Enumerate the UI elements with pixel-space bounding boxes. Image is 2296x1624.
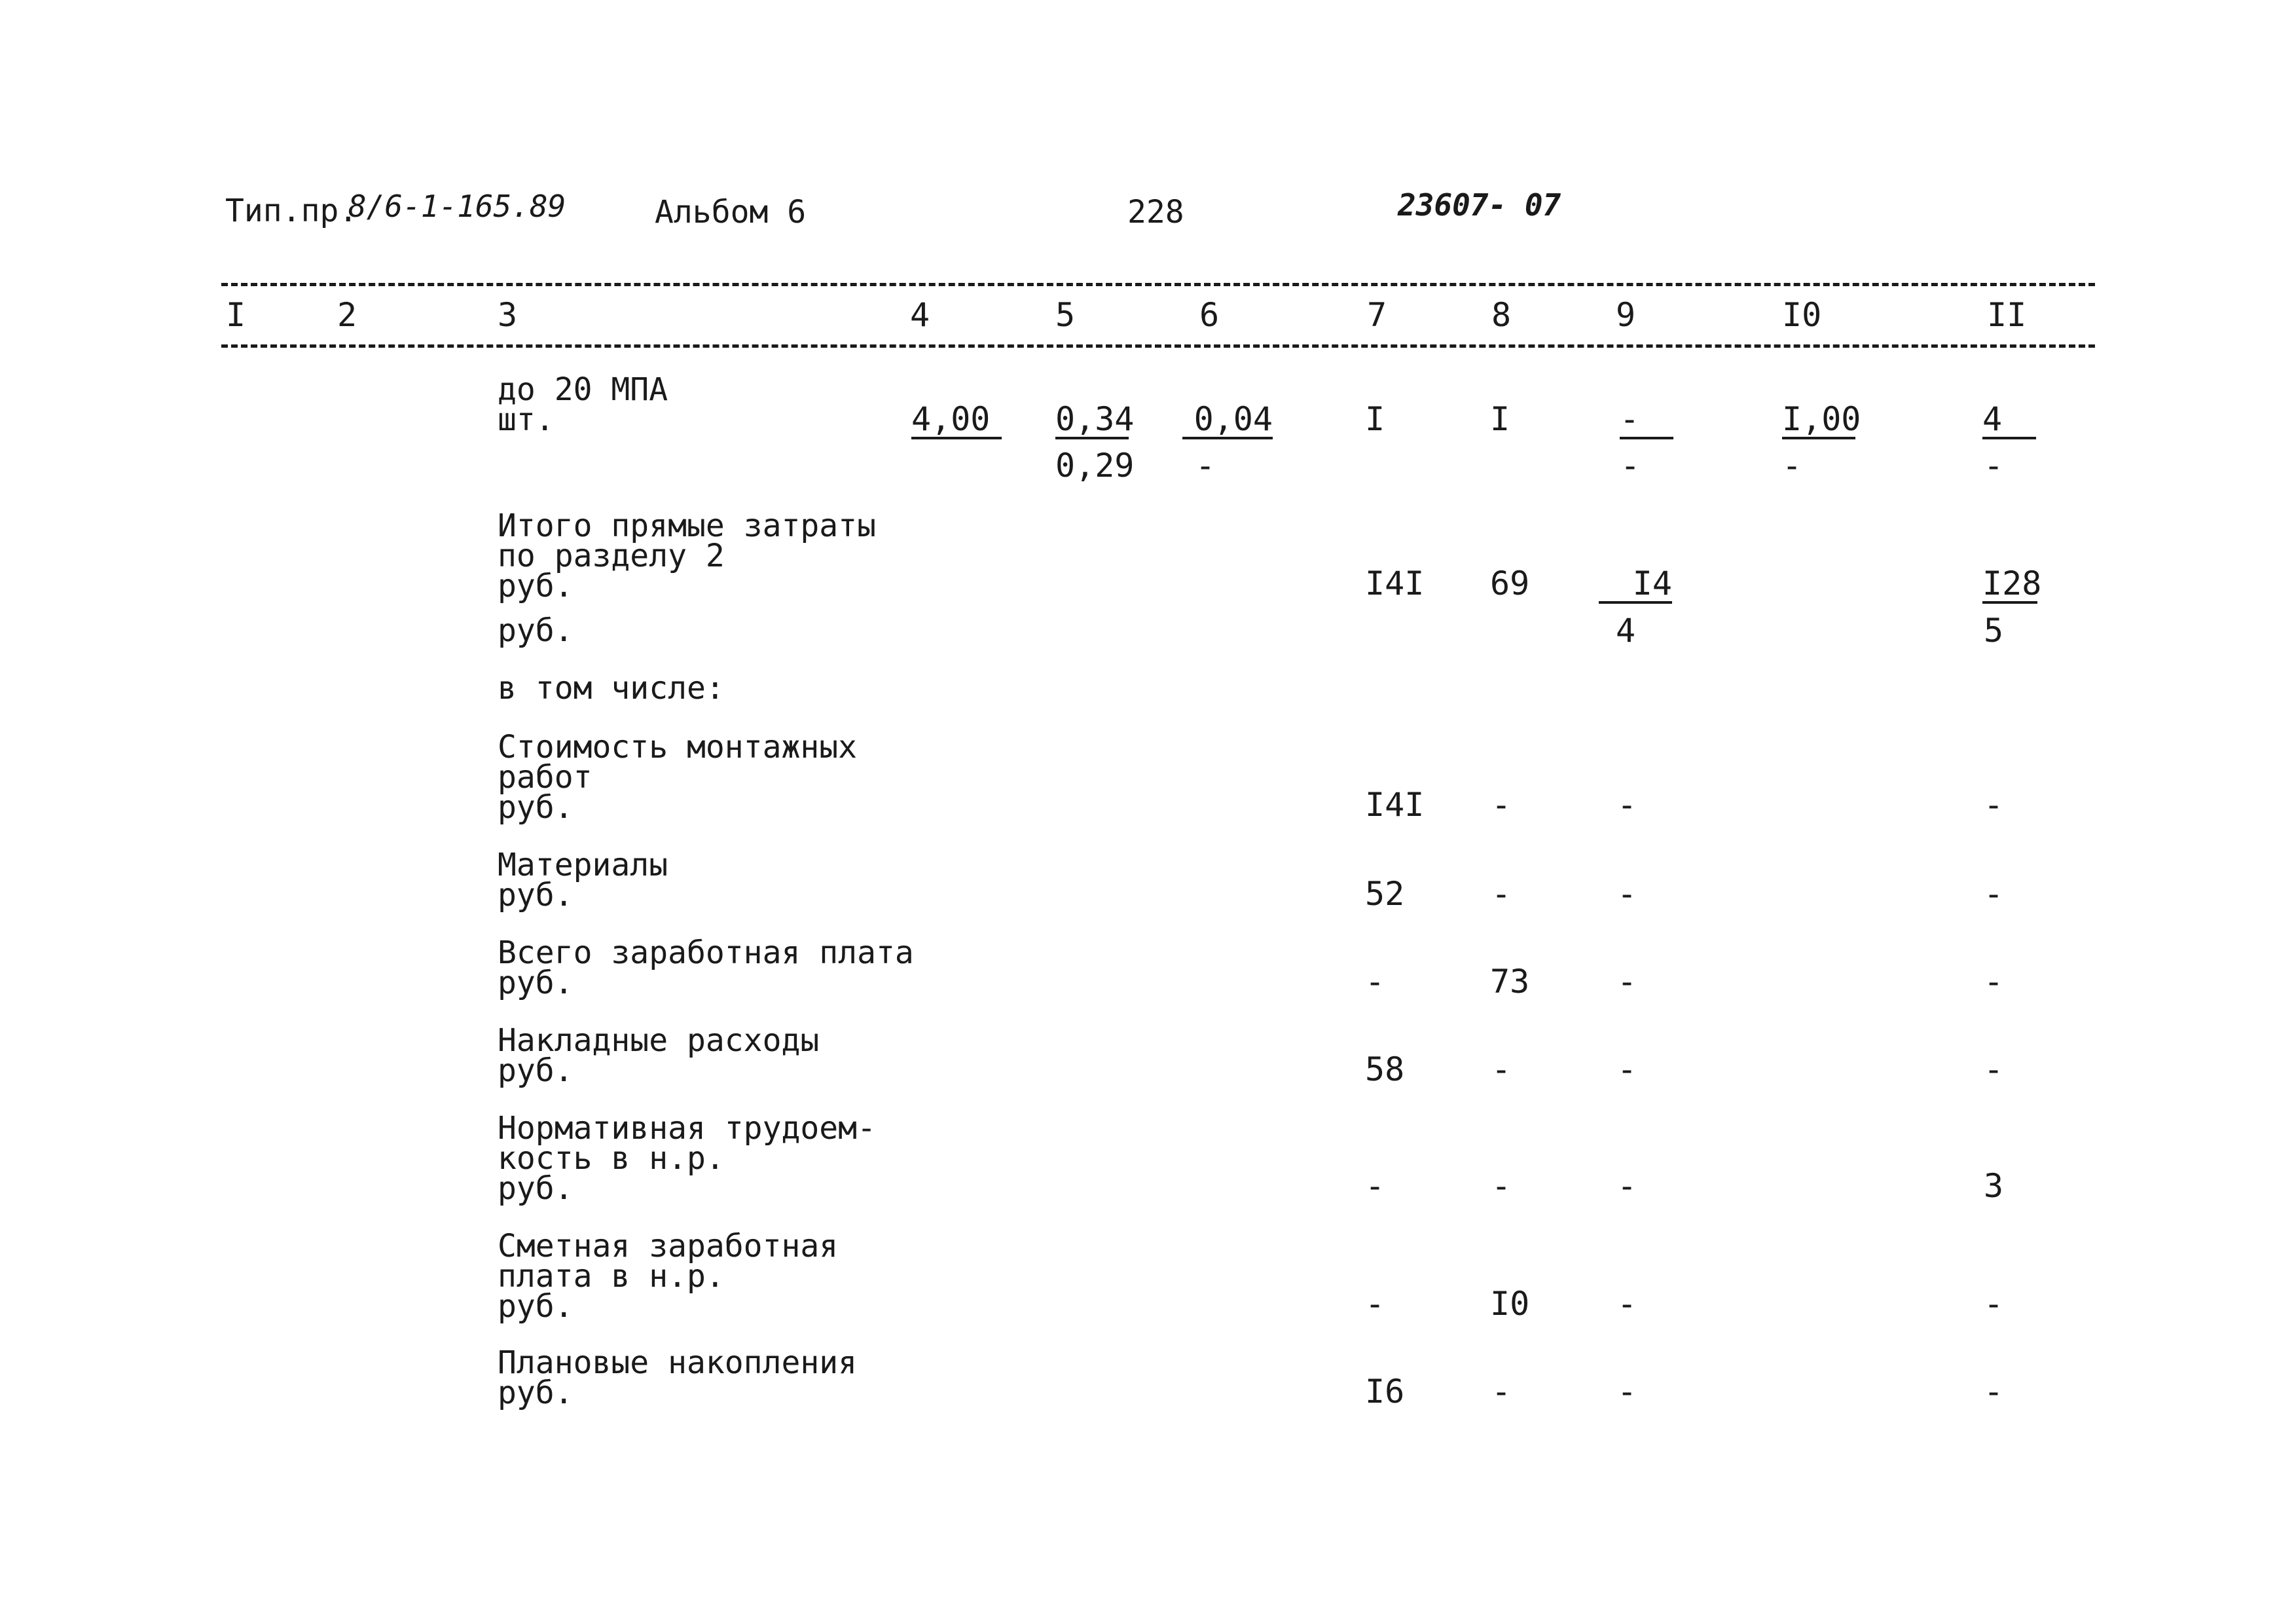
cell-value: 3 — [1984, 1167, 2004, 1205]
page-number: 228 — [1127, 194, 1184, 231]
cell-value: - — [1491, 786, 1512, 824]
column-number: 3 — [498, 296, 518, 334]
cell-value: - — [1984, 963, 2004, 1001]
cell-value: - — [1491, 1050, 1512, 1088]
cell-value: - — [1617, 875, 1637, 913]
column-number: II — [1987, 296, 2027, 334]
cell-value: 69 — [1490, 564, 1530, 602]
row-label: в том числе: — [498, 670, 725, 707]
cell-value: - — [1617, 1050, 1637, 1088]
cell-value: - — [1617, 1373, 1637, 1411]
cell-value: I4I — [1365, 786, 1425, 824]
cell-value: - — [1984, 447, 2004, 485]
cell-value: 4,00 — [911, 403, 1002, 439]
cell-value: I28 — [1982, 564, 2042, 602]
cell-value: - — [1617, 786, 1637, 824]
cell-value: - — [1491, 1167, 1512, 1205]
cell-value: - — [1365, 1285, 1385, 1323]
cell-value: - — [1620, 403, 1673, 439]
cell-value: - — [1491, 1373, 1512, 1411]
row-label: Материалы руб. — [498, 847, 668, 913]
cell-value: I6 — [1365, 1373, 1405, 1411]
row-label: Накладные расходы руб. — [498, 1022, 820, 1089]
cell-value: I,00 — [1782, 400, 1861, 438]
cell-value: - — [1984, 1050, 2004, 1088]
album-label: Альбом 6 — [655, 194, 807, 231]
row-label: Всего заработная плата руб. — [498, 934, 914, 1001]
document-number: 23607- 07 — [1398, 187, 1561, 223]
cell-value: 52 — [1365, 875, 1405, 913]
row-label: Нормативная трудоем- кость в н.р. руб. — [498, 1110, 876, 1207]
cell-value: - — [1620, 447, 1641, 485]
column-number: I0 — [1782, 296, 1822, 334]
cell-value: - — [1782, 447, 1802, 485]
row-label: Итого прямые затраты по разделу 2 руб. — [498, 507, 876, 604]
cell-value: 0,04 — [1182, 403, 1273, 439]
cell-value: 0,29 — [1055, 447, 1135, 485]
column-number: 8 — [1491, 296, 1512, 334]
cell-value: - — [1984, 875, 2004, 913]
column-number: 2 — [337, 296, 357, 334]
cell-value: I — [1365, 400, 1385, 438]
cell-value: 58 — [1365, 1050, 1405, 1088]
cell-value: - — [1617, 1285, 1637, 1323]
cell-value: 0,34 — [1055, 400, 1135, 438]
cell-value: I4I — [1365, 564, 1425, 602]
row-label: Плановые накопления руб. — [498, 1344, 858, 1411]
row-label-secondary: руб. — [498, 612, 574, 649]
column-number: I — [226, 296, 246, 334]
project-prefix: Тип.пр. — [225, 193, 358, 229]
cell-value: 4 — [1616, 612, 1636, 650]
cell-value: 4 — [1982, 403, 2036, 439]
cell-value: - — [1984, 1285, 2004, 1323]
cell-value: - — [1617, 963, 1637, 1001]
project-code: 8/6-1-165.89 — [348, 189, 566, 224]
column-number: 9 — [1616, 296, 1636, 334]
row-label: до 20 МПА шт. — [498, 371, 668, 438]
row-label: Сметная заработная плата в н.р. руб. — [498, 1228, 839, 1325]
cell-value: I0 — [1490, 1285, 1530, 1323]
cell-value: - — [1365, 1167, 1385, 1205]
cell-value: - — [1365, 963, 1385, 1001]
row-label: Стоимость монтажных работ руб. — [498, 729, 858, 826]
cell-value: I — [1490, 400, 1510, 438]
column-number: 6 — [1199, 296, 1220, 334]
cell-value: - — [1195, 447, 1216, 485]
cell-value: - — [1491, 875, 1512, 913]
cell-value: - — [1984, 786, 2004, 824]
cell-value: - — [1617, 1167, 1637, 1205]
column-number: 5 — [1055, 296, 1076, 334]
cell-value: 5 — [1984, 612, 2004, 650]
column-header-bottom-rule — [221, 344, 2095, 348]
cell-value: - — [1984, 1373, 2004, 1411]
cell-value: I4 — [1599, 567, 1672, 604]
cell-value: 73 — [1490, 963, 1530, 1001]
column-number: 7 — [1367, 296, 1387, 334]
column-header-top-rule — [221, 283, 2095, 286]
column-number: 4 — [910, 296, 930, 334]
